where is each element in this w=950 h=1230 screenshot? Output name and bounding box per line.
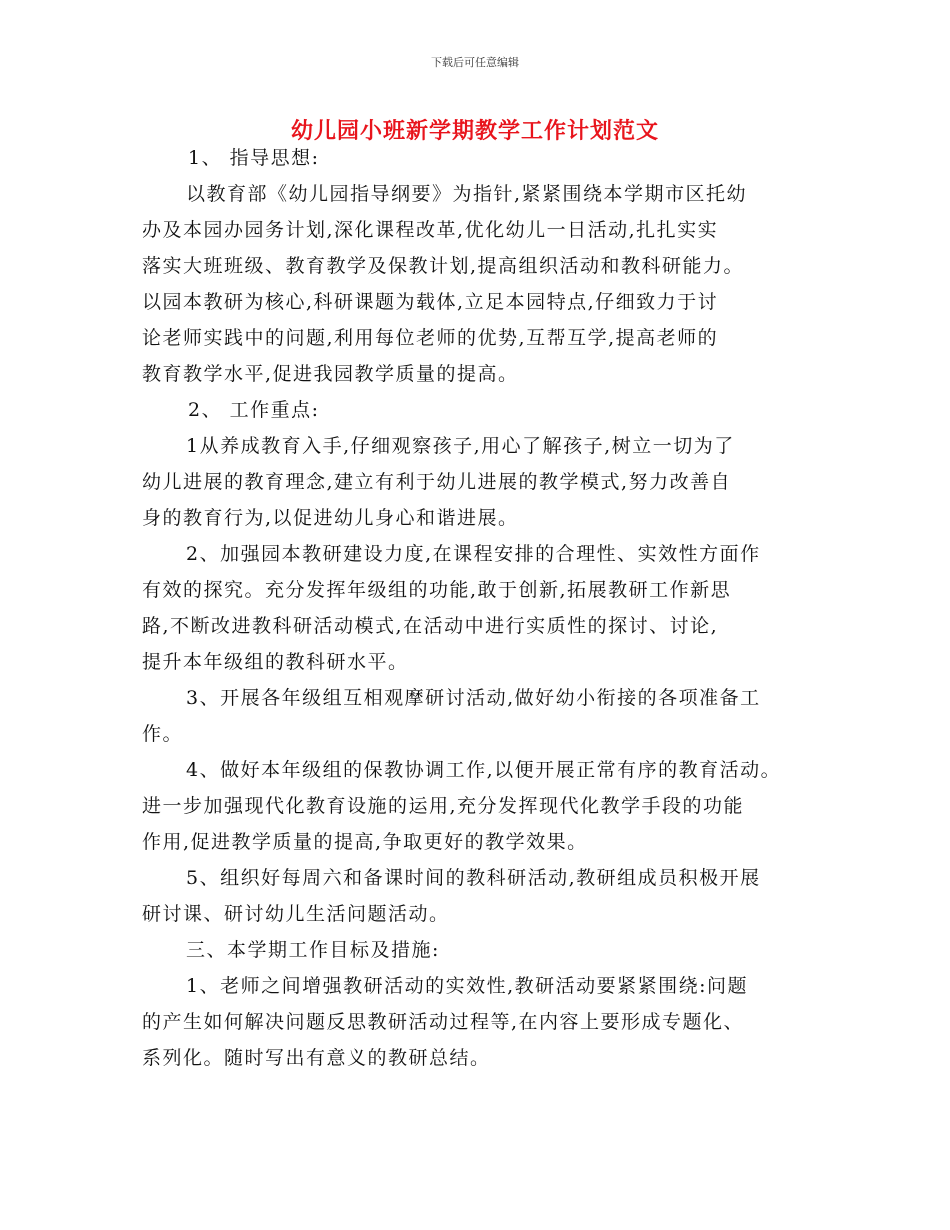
text-line: 的产生如何解决问题反思教研活动过程等,在内容上要形成专题化、 (142, 1011, 745, 1033)
header-note: 下载后可任意编辑 (431, 56, 519, 69)
text-line: 2、加强园本教研建设力度,在课程安排的合理性、实效性方面作 (186, 543, 761, 565)
text-line: 办及本园办园务计划,深化课程改革,优化幼儿一日活动,扎扎实实 (142, 219, 719, 241)
text-line: 作。 (142, 723, 184, 745)
text-line: 1、老师之间增强教研活动的实效性,教研活动要紧紧围绕:问题 (186, 975, 749, 997)
document-body (142, 140, 822, 1076)
document-title: 幼儿园小班新学期教学工作计划范文 (290, 118, 659, 144)
text-line: 3、开展各年级组互相观摩研讨活动,做好幼小衔接的各项准备工 (186, 687, 761, 709)
text-line: 研讨课、研讨幼儿生活问题活动。 (142, 903, 450, 925)
text-line: 2、 工作重点: (188, 399, 320, 421)
text-line: 教育教学水平,促进我园教学质量的提高。 (142, 363, 519, 385)
text-line: 1从养成教育入手,仔细观察孩子,用心了解孩子,树立一切为了 (186, 435, 735, 457)
text-line: 系列化。随时写出有意义的教研总结。 (142, 1047, 491, 1069)
text-line: 论老师实践中的问题,利用每位老师的优势,互帮互学,提高老师的 (142, 327, 719, 349)
text-line: 提升本年级组的教科研水平。 (142, 651, 409, 673)
text-line: 身的教育行为,以促进幼儿身心和谐进展。 (142, 507, 519, 529)
text-line: 5、组织好每周六和备课时间的教科研活动,教研组成员积极开展 (186, 867, 761, 889)
text-line: 以园本教研为核心,科研课题为载体,立足本园特点,仔细致力于讨 (142, 291, 719, 313)
text-line: 有效的探究。充分发挥年级组的功能,敢于创新,拓展教研工作新思 (142, 579, 732, 601)
text-line: 1、 指导思想: (188, 147, 320, 169)
text-line: 落实大班班级、教育教学及保教计划,提高组织活动和教科研能力。 (142, 255, 745, 277)
text-line: 4、做好本年级组的保教协调工作,以便开展正常有序的教育活动。 (186, 759, 782, 781)
text-line: 幼儿进展的教育理念,建立有利于幼儿进展的教学模式,努力改善自 (142, 471, 732, 493)
text-line: 作用,促进教学质量的提高,争取更好的教学效果。 (142, 831, 588, 853)
text-line: 以教育部《幼儿园指导纲要》为指针,紧紧围绕本学期市区托幼 (186, 183, 748, 205)
text-line: 路,不断改进教科研活动模式,在活动中进行实质性的探讨、讨论, (142, 615, 719, 637)
text-line: 进一步加强现代化教育设施的运用,充分发挥现代化教学手段的功能 (142, 795, 745, 817)
text-line: 三、本学期工作目标及措施: (186, 939, 440, 961)
